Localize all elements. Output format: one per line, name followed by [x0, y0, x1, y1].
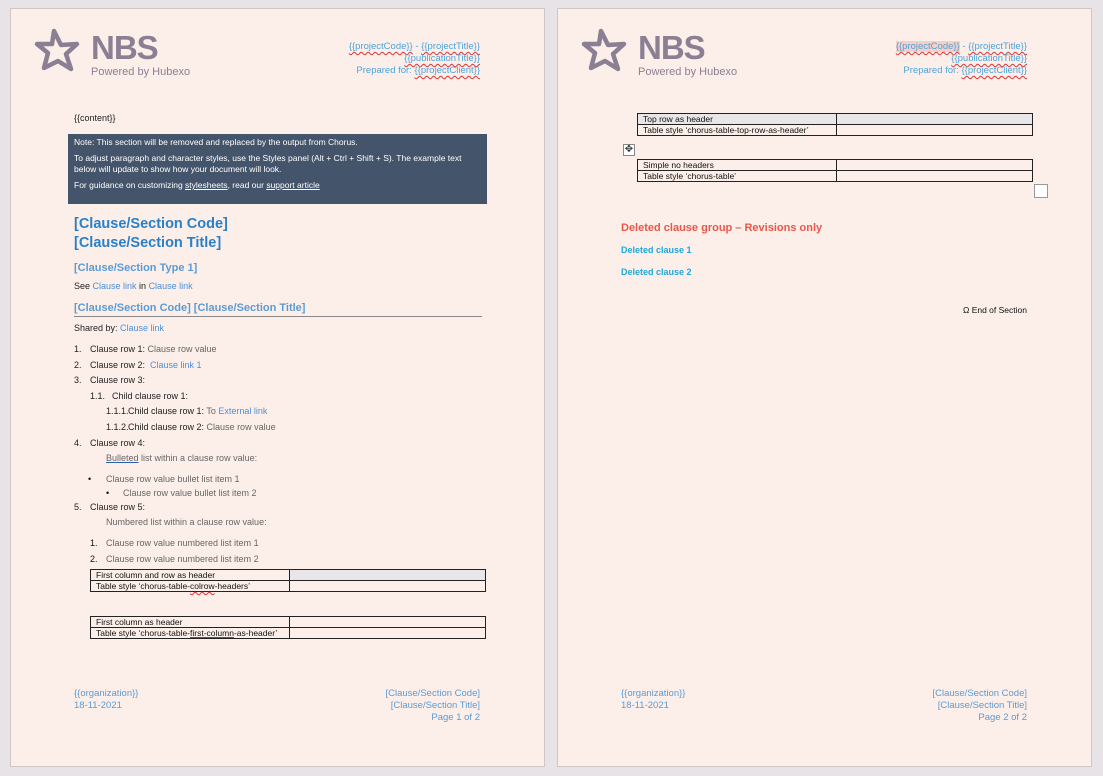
note-line-3-mid: , read our: [227, 180, 267, 190]
table-cell[interactable]: [837, 171, 1033, 182]
note-line-1: Note: This section will be removed and replaced by the output from Chorus.: [74, 137, 358, 147]
page-header: [896, 41, 1027, 77]
numbered-item-number: 2.: [90, 554, 98, 564]
nbs-logo: [580, 27, 740, 79]
list-item: [74, 344, 217, 355]
table-colrow-headers[interactable]: [90, 569, 486, 592]
item-value: Clause row value: [206, 422, 276, 432]
list-item: [74, 502, 145, 513]
footer-date: 18-11-2021: [621, 700, 669, 711]
footer-title: [Clause/Section Title]: [937, 700, 1027, 711]
table-cell[interactable]: [837, 125, 1033, 136]
table-cell[interactable]: First column as header: [91, 617, 290, 628]
logo-main-text: NBS: [638, 29, 705, 66]
clause-link-1[interactable]: Clause link 1: [150, 360, 202, 370]
table-cell[interactable]: [91, 628, 290, 639]
footer-page-number: Page 1 of 2: [431, 712, 480, 723]
numbered-item-number: 1.: [90, 538, 98, 548]
footer-code: [Clause/Section Code]: [932, 688, 1027, 699]
deleted-clause-2: Deleted clause 2: [621, 267, 692, 277]
table-row: [638, 160, 1033, 171]
list-item: [74, 438, 145, 449]
page-footer-left: [621, 688, 685, 712]
item-label: Child clause row 1:: [128, 406, 207, 416]
note-line-2: To adjust paragraph and character styles, use the Styles panel (Alt + Ctrl + Shift + S). The example text below will update to show how your document will look.: [74, 153, 462, 174]
cell-text: colrow: [190, 581, 215, 591]
table-first-column-header[interactable]: [90, 616, 486, 639]
bullet-text: Clause row value bullet list item 1: [106, 474, 240, 484]
project-client-field: {{projectClient}}: [961, 65, 1027, 76]
bulleted-rest: list within a clause row value:: [138, 453, 258, 463]
page-footer-right: [932, 688, 1027, 724]
table-resize-handle-icon[interactable]: [1034, 184, 1048, 198]
bulleted-word: Bulleted: [106, 453, 139, 463]
shared-by-line: [74, 323, 164, 334]
item-number: 1.: [74, 344, 82, 354]
list-item: [90, 391, 188, 402]
numbered-text: Clause row value numbered list item 1: [106, 538, 259, 548]
table-cell[interactable]: First column and row as header: [91, 570, 290, 581]
in-text: in: [136, 281, 149, 291]
project-title-field: {{projectTitle}}: [421, 41, 480, 52]
table-row: [91, 570, 486, 581]
section-type-heading: [Clause/Section Type 1]: [74, 262, 198, 274]
note-box: [68, 134, 487, 204]
content-placeholder: {{content}}: [74, 113, 116, 123]
table-row: [638, 114, 1033, 125]
item-label: Clause row 2:: [90, 360, 151, 370]
stylesheets-link[interactable]: stylesheets: [185, 180, 228, 190]
project-title-field: {{projectTitle}}: [968, 41, 1027, 52]
prepared-for-label: Prepared for:: [356, 65, 415, 76]
deleted-clause-1: Deleted clause 1: [621, 245, 692, 255]
see-prefix: See: [74, 281, 93, 291]
item-value: Clause row value: [147, 344, 217, 354]
cell-text: first-column: [190, 628, 234, 638]
table-row: [91, 628, 486, 639]
project-code-field: {{projectCode}}: [895, 41, 960, 52]
heading-rule: [74, 316, 482, 317]
item-number: 1.1.2.: [106, 422, 129, 432]
table-cell[interactable]: [837, 114, 1033, 125]
footer-organization: {{organization}}: [74, 688, 139, 699]
item-label: Clause row 4:: [90, 438, 146, 448]
table-row: [638, 125, 1033, 136]
publication-title-field: {{publicationTitle}}: [951, 53, 1027, 64]
hubexo-star-logo-icon: [580, 27, 630, 77]
header-separator: -: [959, 41, 969, 52]
prepared-for-label: Prepared for:: [903, 65, 962, 76]
footer-date: 18-11-2021: [74, 700, 122, 711]
item-number: 3.: [74, 375, 82, 385]
item-number: 1.1.1.: [106, 406, 129, 416]
bullet-dot-icon: •: [88, 474, 92, 484]
cell-text: -as-header’: [233, 628, 278, 638]
publication-title-field: {{publicationTitle}}: [404, 53, 480, 64]
cell-text: Table style ‘chorus-table-: [96, 628, 191, 638]
logo-main-text: NBS: [91, 29, 158, 66]
logo-sub-text: Powered by Hubexo: [91, 66, 191, 78]
deleted-group-heading: Deleted clause group – Revisions only: [621, 222, 823, 234]
table-move-handle-icon[interactable]: ✥: [624, 144, 634, 155]
table-cell[interactable]: Simple no headers: [638, 160, 837, 171]
list-item: [106, 406, 267, 417]
clause-link[interactable]: Clause link: [92, 281, 137, 291]
table-cell[interactable]: Table style ‘chorus-table-top-row-as-header’: [638, 125, 837, 136]
table-cell[interactable]: [91, 581, 290, 592]
footer-page-number: Page 2 of 2: [978, 712, 1027, 723]
item-prefix: To: [206, 406, 219, 416]
item-number: 1.1.: [90, 391, 106, 401]
hubexo-star-logo-icon: [33, 27, 83, 77]
document-page-2: [557, 8, 1092, 767]
footer-title: [Clause/Section Title]: [390, 700, 480, 711]
clause-link-2[interactable]: Clause link: [148, 281, 193, 291]
page-header: [349, 41, 480, 77]
bullet-item: [106, 488, 257, 499]
item-label: Child clause row 1:: [112, 391, 189, 401]
external-link[interactable]: External link: [218, 406, 268, 416]
list-item: [74, 375, 145, 386]
item-label: Clause row 5:: [90, 502, 146, 512]
numbered-item: [90, 538, 259, 549]
item-number: 4.: [74, 438, 82, 448]
table-cell[interactable]: [290, 570, 486, 581]
item-label: Child clause row 2:: [128, 422, 207, 432]
page-footer-right: [385, 688, 480, 724]
cell-text: Table style ‘chorus-table-: [96, 581, 191, 591]
bulleted-intro: [106, 453, 257, 464]
item-number: 5.: [74, 502, 82, 512]
item-label: Clause row 3:: [90, 375, 146, 385]
nbs-logo: [33, 27, 193, 79]
project-client-field: {{projectClient}}: [414, 65, 480, 76]
document-page-1: [10, 8, 545, 767]
end-of-section: Ω End of Section: [962, 305, 1027, 315]
table-cell[interactable]: Table style ‘chorus-table’: [638, 171, 837, 182]
note-line-3-prefix: For guidance on customizing: [74, 180, 186, 190]
project-code-field: {{projectCode}}: [348, 41, 413, 52]
clause-heading: [Clause/Section Code] [Clause/Section Title]: [74, 302, 306, 314]
page-footer-left: [74, 688, 138, 712]
support-article-link[interactable]: support article: [266, 180, 320, 190]
item-label: Clause row 1:: [90, 344, 148, 354]
footer-organization: {{organization}}: [621, 688, 686, 699]
numbered-intro: Numbered list within a clause row value:: [106, 517, 267, 527]
table-row: [91, 617, 486, 628]
logo-sub-text: Powered by Hubexo: [638, 66, 738, 78]
bullet-item: [88, 474, 240, 485]
table-cell[interactable]: [837, 160, 1033, 171]
table-row: [91, 581, 486, 592]
numbered-item: [90, 554, 259, 565]
footer-code: [Clause/Section Code]: [385, 688, 480, 699]
item-number: 2.: [74, 360, 82, 370]
bullet-text: Clause row value bullet list item 2: [123, 488, 257, 498]
table-top-row-header[interactable]: [637, 113, 1033, 136]
list-item: [106, 422, 276, 433]
section-title-heading: [Clause/Section Title]: [74, 235, 222, 251]
header-separator: -: [412, 41, 422, 52]
list-item: [74, 360, 202, 371]
see-line: [74, 281, 193, 292]
table-cell[interactable]: [290, 581, 486, 592]
table-cell[interactable]: Top row as header: [638, 114, 837, 125]
cell-text: -headers’: [214, 581, 251, 591]
table-cell[interactable]: [290, 617, 486, 628]
shared-by-label: Shared by:: [74, 323, 121, 333]
table-cell[interactable]: [290, 628, 486, 639]
shared-by-link[interactable]: Clause link: [120, 323, 165, 333]
table-simple[interactable]: [637, 159, 1033, 182]
numbered-text: Clause row value numbered list item 2: [106, 554, 259, 564]
section-code-heading: [Clause/Section Code]: [74, 216, 228, 232]
bullet-dot-icon: •: [106, 488, 110, 498]
table-row: [638, 171, 1033, 182]
